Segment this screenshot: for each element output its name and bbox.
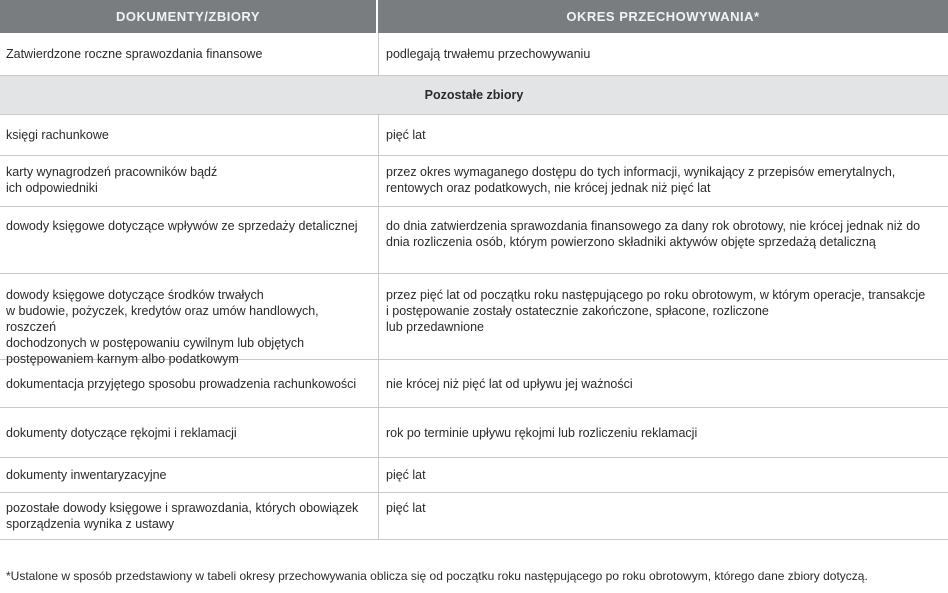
- table-row: [0, 493, 948, 540]
- period-cell: pięć lat: [386, 468, 426, 482]
- table-row: [0, 408, 948, 458]
- header-retention-period: OKRES PRZECHOWYWANIA*: [566, 9, 760, 24]
- period-cell: rok po terminie upływu rękojmi lub rozliczeniu reklamacji: [386, 425, 698, 440]
- doc-cell: Zatwierdzone roczne sprawozdania finansowe: [0, 33, 379, 75]
- doc-cell: karty wynagrodzeń pracowników bądź ich odpowiedniki: [0, 156, 379, 206]
- table-row: [0, 156, 948, 207]
- table-row: [0, 207, 948, 274]
- header-documents: DOKUMENTY/ZBIORY: [0, 0, 378, 33]
- doc-cell: księgi rachunkowe: [0, 115, 379, 155]
- doc-cell: dokumenty inwentaryzacyjne: [0, 458, 379, 492]
- table-row: [0, 115, 948, 156]
- period-cell: do dnia zatwierdzenia sprawozdania finansowego za dany rok obrotowy, nie krócej jednak niż do dnia rozliczenia osób, którym powierzono składniki aktywów objęte sprzedażą detaliczną: [386, 219, 921, 249]
- doc-cell: dokumenty dotyczące rękojmi i reklamacji: [0, 408, 379, 457]
- period-cell: pięć lat: [386, 128, 426, 142]
- period-cell: podlegają trwałemu przechowywaniu: [386, 47, 591, 61]
- table-row: [0, 458, 948, 493]
- doc-cell: dowody księgowe dotyczące wpływów ze sprzedaży detalicznej: [0, 207, 379, 273]
- table-row: [0, 360, 948, 408]
- period-cell: pięć lat: [386, 501, 426, 515]
- table-row: [0, 274, 948, 366]
- section-heading: Pozostałe zbiory: [0, 76, 948, 115]
- doc-cell: pozostałe dowody księgowe i sprawozdania, których obowiązek sporządzenia wynika z ustawy: [0, 493, 379, 539]
- period-cell: przez pięć lat od początku roku następującego po roku obrotowym, w którym operacje, transakcje i postępowanie zostały ostatecznie zakończone, spłacone, rozliczone lub przedawnione: [386, 288, 926, 334]
- period-cell: przez okres wymaganego dostępu do tych informacji, wynikający z przepisów emerytalnych, rentowych oraz podatkowych, nie krócej jednak niż pięć lat: [386, 165, 896, 195]
- table-row: [0, 33, 948, 76]
- doc-cell: dokumentacja przyjętego sposobu prowadzenia rachunkowości: [0, 360, 379, 407]
- footnote: *Ustalone w sposób przedstawiony w tabeli okresy przechowywania oblicza się od początku roku następującego po roku obrotowym, którego dane zbiory dotyczą.: [6, 569, 868, 583]
- table-header: [0, 0, 948, 33]
- doc-cell: dowody księgowe dotyczące środków trwałych w budowie, pożyczek, kredytów oraz umów handlowych, roszczeń dochodzonych w postępowaniu cywilnym lub objętych postępowaniem karnym albo podatkowym: [0, 274, 379, 359]
- period-cell: nie krócej niż pięć lat od upływu jej ważności: [386, 376, 633, 391]
